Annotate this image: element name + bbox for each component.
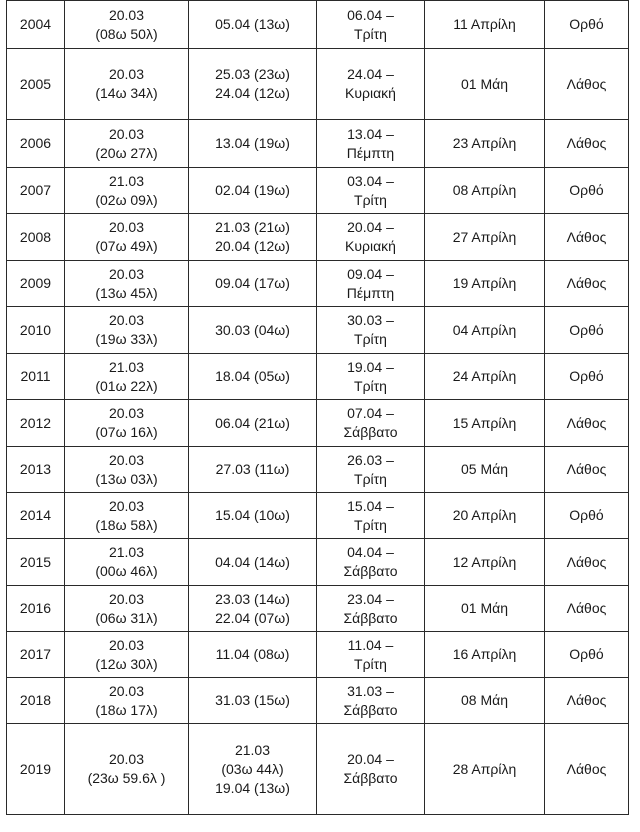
weekday-cell <box>317 632 425 678</box>
weekday-cell <box>317 261 425 307</box>
weekday-cell-line: Τρίτη <box>354 655 387 672</box>
full-moon-cell-line: 24.04 (12ω) <box>215 85 290 101</box>
full-moon-cell-line: 22.04 (07ω) <box>215 609 290 626</box>
full-moon-cell <box>189 586 317 632</box>
equinox-cell <box>65 678 189 724</box>
weekday-cell-line: Κυριακή <box>345 85 396 101</box>
verdict-cell: Λάθος <box>545 214 629 261</box>
full-moon-cell-line: (03ω 44λ) <box>221 760 284 777</box>
equinox-cell-line: 20.03 <box>108 682 145 699</box>
full-moon-cell <box>189 214 317 261</box>
table-row <box>7 168 629 214</box>
equinox-cell-line: 20.03 <box>108 751 145 767</box>
weekday-cell-line: Τρίτη <box>354 25 387 42</box>
equinox-cell <box>65 49 189 120</box>
full-moon-cell <box>189 678 317 724</box>
weekday-cell-line: 06.04 – <box>347 6 394 23</box>
full-moon-cell-line: 04.04 (14ω) <box>215 553 290 570</box>
full-moon-cell-line: 18.04 (05ω) <box>215 368 290 384</box>
equinox-cell-line: (20ω 27λ) <box>95 144 158 161</box>
year-cell: 2019 <box>7 724 65 815</box>
easter-date-cell: 15 Απρίλη <box>425 400 545 447</box>
equinox-cell <box>65 400 189 447</box>
table-row <box>7 632 629 678</box>
full-moon-cell-line: 30.03 (04ω) <box>215 321 290 338</box>
weekday-cell-line: 07.04 – <box>347 405 394 421</box>
full-moon-cell <box>189 307 317 354</box>
full-moon-cell <box>189 724 317 815</box>
full-moon-cell <box>189 168 317 214</box>
equinox-cell <box>65 214 189 261</box>
verdict-cell: Λάθος <box>545 261 629 307</box>
equinox-cell-line: 20.03 <box>108 636 145 653</box>
weekday-cell-line: Πέμπτη <box>346 144 395 161</box>
weekday-cell <box>317 1 425 49</box>
easter-date-cell: 01 Μάη <box>425 49 545 120</box>
weekday-cell-line: 11.04 – <box>347 636 394 653</box>
year-cell: 2014 <box>7 493 65 539</box>
weekday-cell <box>317 724 425 815</box>
weekday-cell-line: 24.04 – <box>347 66 394 82</box>
easter-date-cell: 04 Απρίλη <box>425 307 545 354</box>
easter-date-cell: 01 Μάη <box>425 586 545 632</box>
equinox-cell-line: 20.03 <box>108 66 145 82</box>
verdict-cell: Λάθος <box>545 49 629 120</box>
full-moon-cell <box>189 261 317 307</box>
equinox-cell-line: (06ω 31λ) <box>95 609 158 626</box>
easter-date-cell: 16 Απρίλη <box>425 632 545 678</box>
weekday-cell <box>317 354 425 400</box>
table-row <box>7 400 629 447</box>
weekday-cell-line: Τρίτη <box>354 377 387 394</box>
equinox-cell-line: 20.03 <box>108 312 145 328</box>
equinox-cell <box>65 724 189 815</box>
verdict-cell: Ορθό <box>545 1 629 49</box>
full-moon-cell <box>189 1 317 49</box>
weekday-cell-line: Σάββατο <box>343 424 398 440</box>
verdict-cell: Ορθό <box>545 354 629 400</box>
easter-date-cell: 11 Απρίλη <box>425 1 545 49</box>
verdict-cell: Λάθος <box>545 447 629 493</box>
year-cell: 2007 <box>7 168 65 214</box>
weekday-cell-line: 15.04 – <box>347 497 394 514</box>
full-moon-cell <box>189 539 317 586</box>
weekday-cell-line: 04.04 – <box>347 544 394 560</box>
equinox-cell-line: 21.03 <box>108 544 145 560</box>
table-row <box>7 49 629 120</box>
weekday-cell-line: Πέμπτη <box>346 284 395 301</box>
weekday-cell-line: 20.04 – <box>347 219 394 235</box>
equinox-cell-line: 21.03 <box>108 358 145 375</box>
equinox-cell <box>65 307 189 354</box>
full-moon-cell-line: 23.03 (14ω) <box>215 590 290 607</box>
weekday-cell <box>317 49 425 120</box>
weekday-cell-line: Σάββατο <box>343 701 398 718</box>
easter-date-table <box>6 0 629 815</box>
verdict-cell: Λάθος <box>545 586 629 632</box>
table-row <box>7 261 629 307</box>
table-row <box>7 586 629 632</box>
weekday-cell-line: Σάββατο <box>343 609 398 626</box>
equinox-cell-line: 20.03 <box>108 125 145 142</box>
equinox-cell-line: 21.03 <box>108 172 145 189</box>
full-moon-cell-line: 20.04 (12ω) <box>215 238 290 254</box>
easter-date-cell: 20 Απρίλη <box>425 493 545 539</box>
year-cell: 2009 <box>7 261 65 307</box>
table-body <box>7 1 629 815</box>
weekday-cell-line: 13.04 – <box>347 125 394 142</box>
weekday-cell-line: 09.04 – <box>347 265 394 282</box>
weekday-cell <box>317 214 425 261</box>
weekday-cell-line: Τρίτη <box>354 191 387 208</box>
table-row <box>7 539 629 586</box>
equinox-cell <box>65 539 189 586</box>
equinox-cell-line: 20.03 <box>108 405 145 421</box>
equinox-cell <box>65 261 189 307</box>
equinox-cell <box>65 168 189 214</box>
easter-date-cell: 23 Απρίλη <box>425 120 545 168</box>
year-cell: 2012 <box>7 400 65 447</box>
equinox-cell-line: (13ω 45λ) <box>95 284 158 301</box>
weekday-cell-line: 23.04 – <box>347 590 394 607</box>
verdict-cell: Λάθος <box>545 539 629 586</box>
equinox-cell-line: (07ω 16λ) <box>95 424 158 440</box>
table-row <box>7 724 629 815</box>
weekday-cell-line: Τρίτη <box>354 331 387 347</box>
full-moon-cell <box>189 400 317 447</box>
full-moon-cell-line: 02.04 (19ω) <box>215 182 290 198</box>
table-row <box>7 354 629 400</box>
table-row <box>7 214 629 261</box>
weekday-cell <box>317 168 425 214</box>
equinox-cell <box>65 586 189 632</box>
verdict-cell: Λάθος <box>545 400 629 447</box>
table-row <box>7 493 629 539</box>
easter-date-cell: 08 Μάη <box>425 678 545 724</box>
weekday-cell-line: 19.04 – <box>347 358 394 375</box>
equinox-cell-line: (08ω 50λ) <box>95 25 158 42</box>
easter-date-cell: 24 Απρίλη <box>425 354 545 400</box>
full-moon-cell-line: 05.04 (13ω) <box>215 16 290 32</box>
weekday-cell <box>317 400 425 447</box>
equinox-cell-line: (13ω 03λ) <box>95 470 158 487</box>
full-moon-cell <box>189 447 317 493</box>
year-cell: 2011 <box>7 354 65 400</box>
easter-date-cell: 08 Απρίλη <box>425 168 545 214</box>
equinox-cell <box>65 447 189 493</box>
equinox-cell-line: (18ω 17λ) <box>95 701 158 718</box>
full-moon-cell <box>189 120 317 168</box>
weekday-cell-line: 26.03 – <box>347 451 394 468</box>
equinox-cell-line: 20.03 <box>108 497 145 514</box>
year-cell: 2015 <box>7 539 65 586</box>
equinox-cell-line: (02ω 09λ) <box>95 191 158 208</box>
easter-date-cell: 05 Μάη <box>425 447 545 493</box>
year-cell: 2013 <box>7 447 65 493</box>
year-cell: 2008 <box>7 214 65 261</box>
full-moon-cell-line: 25.03 (23ω) <box>215 66 290 82</box>
equinox-cell-line: 20.03 <box>108 219 145 235</box>
full-moon-cell <box>189 632 317 678</box>
table-row <box>7 447 629 493</box>
weekday-cell-line: Σάββατο <box>343 770 398 786</box>
weekday-cell <box>317 307 425 354</box>
full-moon-cell <box>189 49 317 120</box>
verdict-cell: Λάθος <box>545 724 629 815</box>
equinox-cell <box>65 354 189 400</box>
equinox-cell-line: 20.03 <box>108 265 145 282</box>
weekday-cell <box>317 447 425 493</box>
weekday-cell-line: 31.03 – <box>347 682 394 699</box>
year-cell: 2005 <box>7 49 65 120</box>
year-cell: 2016 <box>7 586 65 632</box>
easter-date-cell: 28 Απρίλη <box>425 724 545 815</box>
weekday-cell-line: Τρίτη <box>354 516 387 533</box>
equinox-cell-line: (23ω 59.6λ ) <box>87 770 166 786</box>
year-cell: 2004 <box>7 1 65 49</box>
full-moon-cell-line: 31.03 (15ω) <box>215 692 290 708</box>
verdict-cell: Ορθό <box>545 168 629 214</box>
weekday-cell-line: Σάββατο <box>343 563 398 579</box>
verdict-cell: Ορθό <box>545 307 629 354</box>
weekday-cell <box>317 120 425 168</box>
weekday-cell <box>317 493 425 539</box>
weekday-cell <box>317 678 425 724</box>
equinox-cell-line: (00ω 46λ) <box>95 563 158 579</box>
full-moon-cell-line: 06.04 (21ω) <box>215 414 290 431</box>
table-row <box>7 120 629 168</box>
verdict-cell: Ορθό <box>545 493 629 539</box>
easter-date-cell: 19 Απρίλη <box>425 261 545 307</box>
year-cell: 2010 <box>7 307 65 354</box>
equinox-cell-line: (19ω 33λ) <box>95 331 158 347</box>
verdict-cell: Λάθος <box>545 678 629 724</box>
year-cell: 2006 <box>7 120 65 168</box>
full-moon-cell-line: 11.04 (08ω) <box>215 646 290 662</box>
verdict-cell: Ορθό <box>545 632 629 678</box>
equinox-cell-line: (07ω 49λ) <box>95 238 158 254</box>
table-row <box>7 307 629 354</box>
year-cell: 2018 <box>7 678 65 724</box>
weekday-cell <box>317 539 425 586</box>
weekday-cell-line: 30.03 – <box>347 312 394 328</box>
equinox-cell-line: (12ω 30λ) <box>95 655 158 672</box>
weekday-cell-line: Κυριακή <box>345 238 396 254</box>
easter-date-cell: 27 Απρίλη <box>425 214 545 261</box>
full-moon-cell <box>189 354 317 400</box>
verdict-cell: Λάθος <box>545 120 629 168</box>
weekday-cell-line: 03.04 – <box>347 172 394 189</box>
full-moon-cell-line: 27.03 (11ω) <box>215 461 290 477</box>
equinox-cell-line: (18ω 58λ) <box>95 516 158 533</box>
table-row <box>7 1 629 49</box>
equinox-cell <box>65 493 189 539</box>
weekday-cell-line: Τρίτη <box>354 470 387 487</box>
equinox-cell-line: (14ω 34λ) <box>95 85 158 101</box>
table-row <box>7 678 629 724</box>
full-moon-cell-line: 09.04 (17ω) <box>215 275 290 291</box>
equinox-cell <box>65 120 189 168</box>
equinox-cell-line: 20.03 <box>108 6 145 23</box>
full-moon-cell-line: 21.03 <box>234 741 271 758</box>
full-moon-cell-line: 13.04 (19ω) <box>215 135 290 151</box>
equinox-cell-line: 20.03 <box>108 451 145 468</box>
equinox-cell-line: (01ω 22λ) <box>95 377 158 394</box>
year-cell: 2017 <box>7 632 65 678</box>
equinox-cell <box>65 1 189 49</box>
equinox-cell-line: 20.03 <box>108 590 145 607</box>
full-moon-cell <box>189 493 317 539</box>
easter-date-cell: 12 Απρίλη <box>425 539 545 586</box>
weekday-cell <box>317 586 425 632</box>
weekday-cell-line: 20.04 – <box>347 751 394 767</box>
full-moon-cell-line: 19.04 (13ω) <box>215 779 290 796</box>
equinox-cell <box>65 632 189 678</box>
full-moon-cell-line: 21.03 (21ω) <box>215 219 290 235</box>
full-moon-cell-line: 15.04 (10ω) <box>215 507 290 523</box>
